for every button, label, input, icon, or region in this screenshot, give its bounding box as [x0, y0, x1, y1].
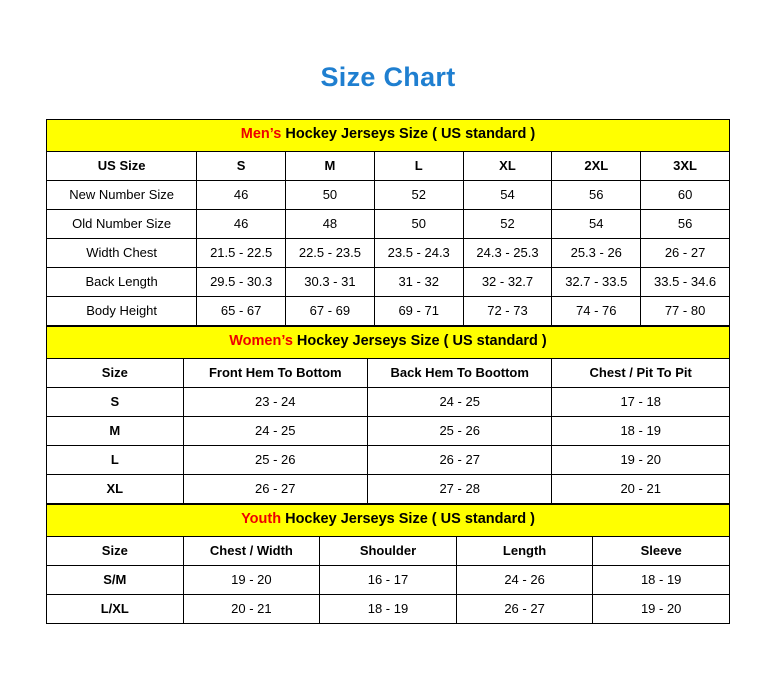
mens-col-2: M	[286, 151, 375, 180]
womens-row-1-val-2: 18 - 19	[552, 416, 730, 445]
mens-row-3-val-2: 31 - 32	[374, 267, 463, 296]
youth-size-table	[46, 504, 730, 624]
mens-row-2-val-1: 22.5 - 23.5	[286, 238, 375, 267]
mens-row-2-val-2: 23.5 - 24.3	[374, 238, 463, 267]
youth-row-1-val-3: 19 - 20	[593, 594, 730, 623]
youth-row-0-label: S/M	[47, 565, 184, 594]
youth-row-0-val-3: 18 - 19	[593, 565, 730, 594]
womens-section-header-rest: Hockey Jerseys Size ( US standard )	[292, 333, 547, 350]
womens-row-3-val-1: 27 - 28	[368, 474, 552, 503]
youth-row-0-val-0: 19 - 20	[183, 565, 320, 594]
mens-row-1-label: Old Number Size	[47, 209, 197, 238]
mens-row-1-val-5: 56	[641, 209, 730, 238]
mens-row-2-val-0: 21.5 - 22.5	[197, 238, 286, 267]
mens-col-0: US Size	[47, 151, 197, 180]
womens-col-1: Front Hem To Bottom	[183, 358, 367, 387]
mens-row-1-val-3: 52	[463, 209, 552, 238]
youth-row-0-val-1: 16 - 17	[320, 565, 457, 594]
table-row	[47, 416, 730, 445]
mens-row-4-val-1: 67 - 69	[286, 296, 375, 325]
youth-col-2: Shoulder	[320, 536, 457, 565]
youth-section-header-rest: Hockey Jerseys Size ( US standard )	[281, 511, 535, 528]
womens-row-2-val-0: 25 - 26	[183, 445, 367, 474]
womens-row-0-label: S	[47, 387, 184, 416]
youth-section-header	[47, 504, 730, 536]
mens-row-1-val-1: 48	[286, 209, 375, 238]
mens-row-1-val-2: 50	[374, 209, 463, 238]
mens-row-0-val-1: 50	[286, 180, 375, 209]
womens-row-2-val-2: 19 - 20	[552, 445, 730, 474]
mens-col-3: L	[374, 151, 463, 180]
womens-row-3-label: XL	[47, 474, 184, 503]
womens-row-0-val-2: 17 - 18	[552, 387, 730, 416]
mens-row-2-val-4: 25.3 - 26	[552, 238, 641, 267]
womens-col-2: Back Hem To Boottom	[368, 358, 552, 387]
table-row	[47, 238, 730, 267]
youth-row-1-val-1: 18 - 19	[320, 594, 457, 623]
womens-section-header	[47, 326, 730, 358]
table-row	[47, 267, 730, 296]
mens-row-0-val-0: 46	[197, 180, 286, 209]
mens-size-table	[46, 119, 730, 326]
youth-section-header-accent: Youth	[241, 511, 282, 528]
youth-column-header-row	[47, 536, 730, 565]
womens-row-1-label: M	[47, 416, 184, 445]
womens-row-2-label: L	[47, 445, 184, 474]
mens-row-3-val-3: 32 - 32.7	[463, 267, 552, 296]
youth-row-1-val-0: 20 - 21	[183, 594, 320, 623]
mens-col-1: S	[197, 151, 286, 180]
mens-row-0-val-5: 60	[641, 180, 730, 209]
mens-row-3-label: Back Length	[47, 267, 197, 296]
youth-row-1-label: L/XL	[47, 594, 184, 623]
mens-row-2-val-3: 24.3 - 25.3	[463, 238, 552, 267]
table-row	[47, 594, 730, 623]
page-title: Size Chart	[320, 62, 456, 92]
youth-row-0-val-2: 24 - 26	[456, 565, 593, 594]
mens-row-0-label: New Number Size	[47, 180, 197, 209]
table-row	[47, 180, 730, 209]
table-row	[47, 445, 730, 474]
mens-section-header-row	[47, 119, 730, 151]
womens-row-0-val-0: 23 - 24	[183, 387, 367, 416]
mens-section-header-accent: Men’s	[240, 126, 282, 143]
womens-section-header-row	[47, 326, 730, 358]
mens-section-header-rest: Hockey Jerseys Size ( US standard )	[281, 126, 536, 143]
mens-row-0-val-4: 56	[552, 180, 641, 209]
womens-col-0: Size	[47, 358, 184, 387]
mens-row-3-val-4: 32.7 - 33.5	[552, 267, 641, 296]
womens-row-0-val-1: 24 - 25	[368, 387, 552, 416]
womens-row-3-val-2: 20 - 21	[552, 474, 730, 503]
mens-col-5: 2XL	[552, 151, 641, 180]
womens-row-2-val-1: 26 - 27	[368, 445, 552, 474]
womens-size-table	[46, 326, 730, 504]
mens-row-1-val-4: 54	[552, 209, 641, 238]
mens-row-3-val-0: 29.5 - 30.3	[197, 267, 286, 296]
mens-col-6: 3XL	[641, 151, 730, 180]
table-row	[47, 209, 730, 238]
youth-section-header-row	[47, 504, 730, 536]
mens-row-0-val-3: 54	[463, 180, 552, 209]
mens-row-2-val-5: 26 - 27	[641, 238, 730, 267]
size-tables	[46, 93, 730, 624]
table-row	[47, 296, 730, 325]
youth-row-1-val-2: 26 - 27	[456, 594, 593, 623]
womens-row-1-val-1: 25 - 26	[368, 416, 552, 445]
youth-col-3: Length	[456, 536, 593, 565]
youth-col-4: Sleeve	[593, 536, 730, 565]
mens-row-4-val-2: 69 - 71	[374, 296, 463, 325]
mens-row-1-val-0: 46	[197, 209, 286, 238]
youth-col-0: Size	[47, 536, 184, 565]
mens-column-header-row	[47, 151, 730, 180]
table-row	[47, 565, 730, 594]
mens-col-4: XL	[463, 151, 552, 180]
table-row	[47, 387, 730, 416]
mens-row-2-label: Width Chest	[47, 238, 197, 267]
womens-section-header-accent: Women’s	[229, 333, 293, 350]
mens-row-4-val-5: 77 - 80	[641, 296, 730, 325]
mens-row-0-val-2: 52	[374, 180, 463, 209]
womens-col-3: Chest / Pit To Pit	[552, 358, 730, 387]
mens-row-4-label: Body Height	[47, 296, 197, 325]
womens-row-1-val-0: 24 - 25	[183, 416, 367, 445]
womens-column-header-row	[47, 358, 730, 387]
mens-section-header	[47, 119, 730, 151]
mens-row-3-val-5: 33.5 - 34.6	[641, 267, 730, 296]
youth-col-1: Chest / Width	[183, 536, 320, 565]
mens-row-4-val-3: 72 - 73	[463, 296, 552, 325]
mens-row-4-val-0: 65 - 67	[197, 296, 286, 325]
womens-row-3-val-0: 26 - 27	[183, 474, 367, 503]
mens-row-3-val-1: 30.3 - 31	[286, 267, 375, 296]
table-row	[47, 474, 730, 503]
mens-row-4-val-4: 74 - 76	[552, 296, 641, 325]
